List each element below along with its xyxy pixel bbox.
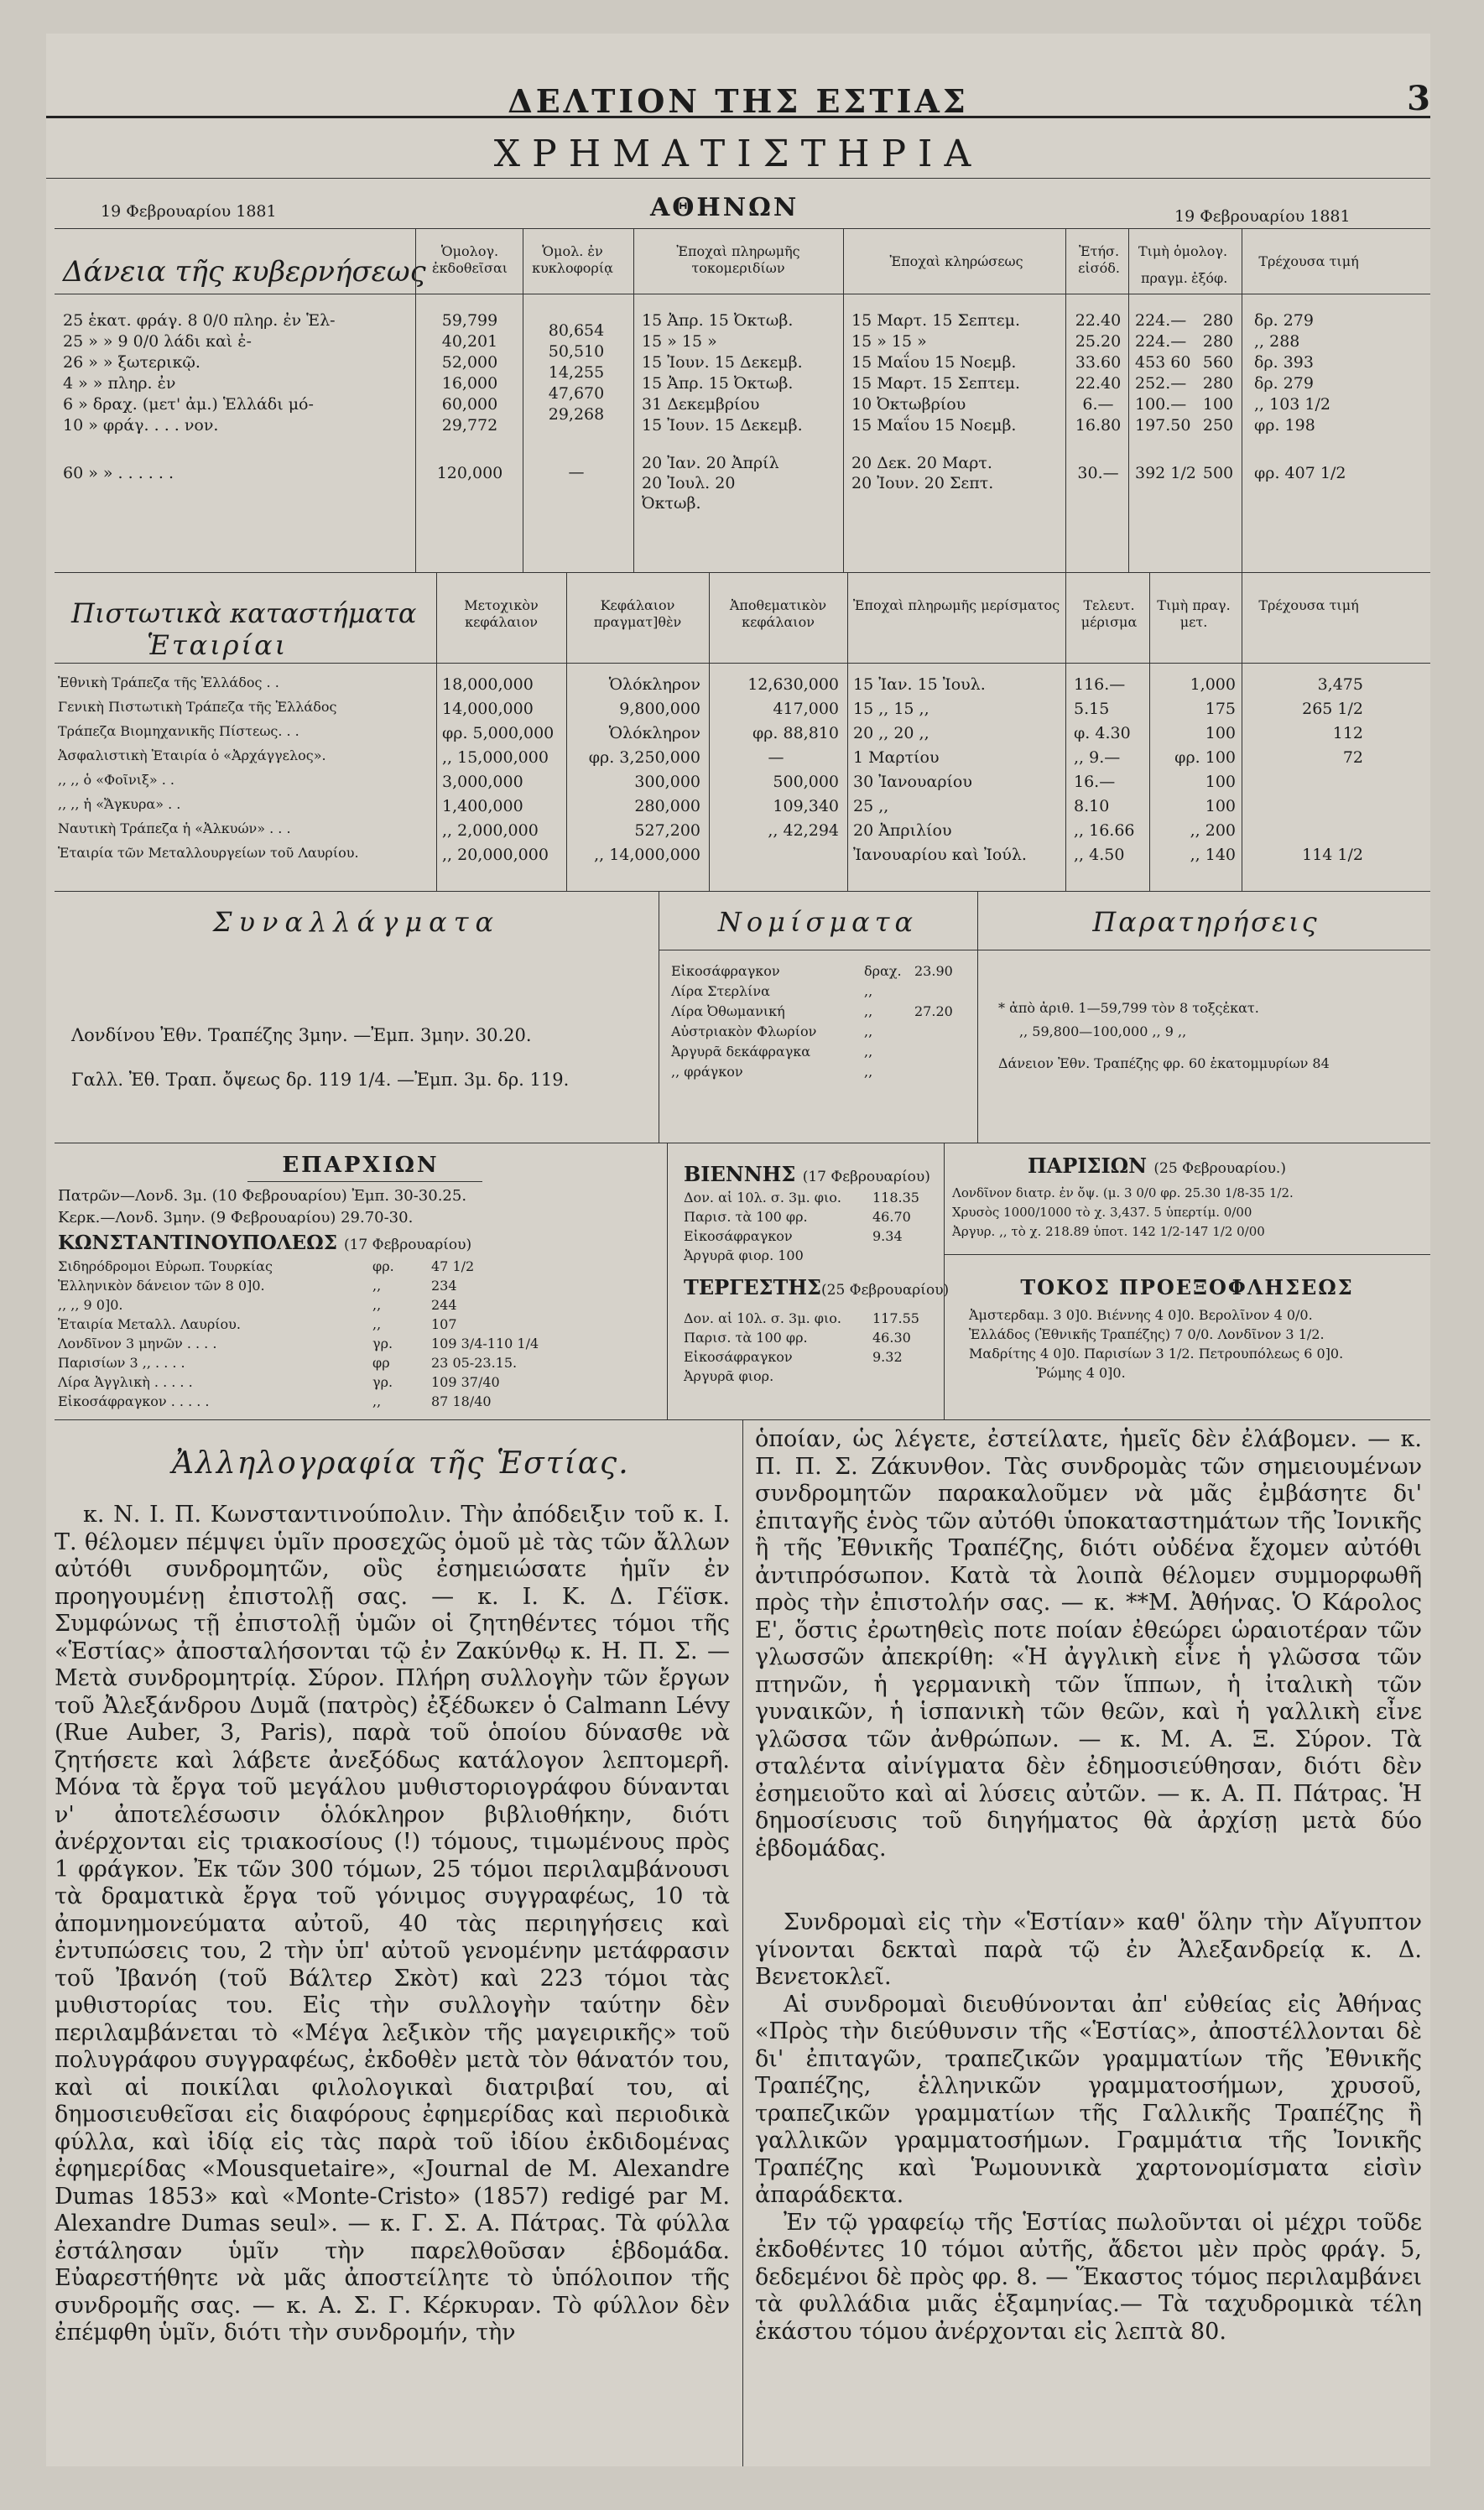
discount-line4: Ῥώμης 4 0]0. — [1036, 1365, 1126, 1381]
banks-header-price: Τρέχουσα τιμή — [1258, 597, 1359, 613]
loan-issued: 29,772 — [441, 416, 498, 435]
correspondence-right — [755, 1426, 1422, 2346]
bank-name: Ἑταιρία τῶν Μεταλλουργείων τοῦ Λαυρίου. — [58, 845, 359, 861]
discount-line3: Μαδρίτης 4 0]0. Παρισίων 3 1/2. Πετρουπόλεως 6 0]0. — [969, 1346, 1344, 1362]
loan-issued: 40,201 — [441, 332, 498, 351]
paris-line2: Χρυσὸς 1000/1000 τὸ χ. 3,437. 5 ὑπερτίμ. 0/00 — [952, 1205, 1252, 1220]
banks-paid-col — [570, 674, 700, 869]
bank-div: ,, 9.— — [1074, 748, 1121, 767]
quote-value: 234 — [431, 1278, 457, 1294]
bank-name: Τράπεζα Βιομηχανικῆς Πίστεως. . . — [58, 723, 299, 739]
quote-name: Λίρα Ἀγγλικὴ . . . . . — [58, 1374, 193, 1390]
loans-coupon-col — [642, 310, 843, 513]
coins-list — [671, 963, 973, 1084]
loan-redeem: 280 — [1202, 374, 1234, 393]
quote-name: Λονδῖνον 3 μηνῶν . . . . — [58, 1336, 217, 1351]
bank-reserve: 12,630,000 — [747, 675, 839, 694]
quote-name: Ἀργυρᾶ φιορ. 100 — [684, 1247, 804, 1263]
quote-unit: γρ. — [372, 1374, 393, 1390]
loans-header-circ: Ὁμολ. ἐν κυκλοφορίᾳ — [532, 243, 613, 276]
bank-price — [1246, 796, 1363, 820]
loans-title: Δάνεια τῆς κυβερνήσεως — [63, 255, 426, 289]
loan-price: δρ. 279 — [1254, 311, 1314, 330]
quote-value: 46.30 — [872, 1330, 911, 1346]
loan-income: 25.20 — [1075, 332, 1122, 351]
rule — [1065, 572, 1066, 891]
banks-price-col — [1246, 674, 1363, 869]
paris-title — [1028, 1153, 1286, 1178]
coin-name: Λίρα Στερλίνα — [671, 983, 770, 999]
newspaper-page — [46, 34, 1430, 2466]
loan-price: φρ. 198 — [1254, 416, 1315, 435]
quote-value: 46.70 — [872, 1209, 911, 1225]
quote-value: 9.32 — [872, 1349, 903, 1365]
loan-circ: 47,670 — [548, 384, 605, 403]
loan-issued: 16,000 — [441, 374, 498, 393]
loan-real: 453 60 — [1135, 353, 1191, 372]
paris-date: (25 Φεβρουαρίου.) — [1153, 1160, 1286, 1177]
quote-unit: ,, — [372, 1297, 382, 1313]
loan-draw: 15 Μαΐου 15 Νοεμβ. — [851, 416, 1017, 435]
quote-name: Ἑταιρία Μεταλλ. Λαυρίου. — [58, 1316, 241, 1332]
corfu-line: Κερκ.—Λονδ. 3μην. (9 Φεβρουαρίου) 29.70-30. — [58, 1209, 414, 1226]
loan-real: 392 1/2 — [1135, 464, 1196, 482]
loan-coupon: 31 Δεκεμβρίου — [642, 395, 760, 414]
bank-par: 1,000 — [1190, 675, 1236, 694]
banks-header-paid: Κεφάλαιον πραγματ]θὲν — [593, 597, 682, 630]
quote-name: Εἰκοσάφραγκον . . . . . — [58, 1393, 210, 1409]
bank-paid: ,, 14,000,000 — [594, 846, 700, 864]
loans-real-col — [1135, 310, 1194, 484]
loan-circ: 29,268 — [548, 405, 605, 424]
bank-capital: 3,000,000 — [442, 773, 523, 791]
subscriptions-terms: Αἱ συνδρομαὶ διευθύνονται ἀπ' εὐθείας εἰς Ἀθήνας «Πρὸς τὴν διεύθυνσιν τῆς «Ἑστίας», ἀποστέλλονται δὲ δι' ἐπιταγῶν, τραπεζικῶν γραμματίων τῆς Ἐθνικῆς Τραπέζης, ἑλληνικῶν γραμματοσήμων, χρυσοῦ, τραπεζικῶν γραμματίων τῆς Γαλλικῆς Τραπέζης ἢ γαλλικῶν γραμματοσήμων. Γραμμάτια τῆς Ἰονικῆς Τραπέζης καὶ Ῥωμουνικὰ χαρτονομίσματα εἰσὶν ἀπαράδεκτα. — [755, 1991, 1422, 2208]
city-title: ΑΘΗΝΩΝ — [650, 193, 799, 222]
loans-price-col — [1254, 310, 1372, 484]
exchange-line1: Λονδίνου Ἐθν. Τραπέζης 3μην. —Ἐμπ. 3μην. 30.20. — [71, 1025, 532, 1045]
notes-line2: ,, 59,800—100,000 ,, 9 ,, — [1019, 1023, 1187, 1039]
rule — [742, 1419, 743, 2466]
quote-unit: ,, — [372, 1393, 382, 1409]
loan-redeem: 560 — [1202, 353, 1234, 372]
loans-draw-col — [851, 310, 1061, 495]
provinces-title: ΕΠΑΡΧΙΩΝ — [282, 1153, 440, 1178]
quote-value: 9.34 — [872, 1228, 903, 1244]
loan-real: 197.50 — [1135, 416, 1191, 435]
rule — [667, 1143, 668, 1419]
loan-desc: 25 ἑκατ. φράγ. 8 0/0 πληρ. ἐν Ἑλ- — [63, 311, 336, 330]
bank-par: 100 — [1205, 773, 1236, 791]
quote-name: ,, ,, 9 0]0. — [58, 1297, 123, 1313]
bank-capital: ,, 20,000,000 — [442, 846, 549, 864]
paris-line1: Λονδῖνον διατρ. ἐν ὄψ. (μ. 3 0/0 φρ. 25.30 1/8-35 1/2. — [952, 1185, 1294, 1200]
rule — [709, 572, 710, 891]
rule — [55, 663, 1430, 664]
bank-name: ,, ,, ἡ «Ἄγκυρα» . . — [58, 796, 181, 812]
bank-paid: 9,800,000 — [619, 700, 700, 718]
quote-name: Σιδηρόδρομοι Εὐρωπ. Τουρκίας — [58, 1258, 273, 1274]
coin-unit: ,, — [864, 1023, 873, 1039]
quote-value: 23 05-23.15. — [431, 1355, 518, 1371]
bank-capital: 18,000,000 — [442, 675, 534, 694]
quote-name: Εἰκοσάφραγκον — [684, 1228, 793, 1244]
rule — [566, 572, 567, 891]
loan-draw: 20 Δεκ. 20 Μαρτ. 20 Ἰουν. 20 Σεπτ. — [851, 454, 994, 492]
loan-real: 224.— — [1135, 311, 1187, 330]
bank-div: 5.15 — [1074, 700, 1110, 718]
bank-div: φ. 4.30 — [1074, 724, 1131, 742]
coin-value: 23.90 — [914, 963, 953, 979]
trieste-date: (25 Φεβρουαρίου) — [821, 1282, 950, 1299]
bank-paid: 300,000 — [634, 773, 700, 791]
banks-name-col — [58, 674, 434, 869]
bank-name: Ἐθνικὴ Τράπεζα τῆς Ἑλλάδος . . — [58, 674, 279, 690]
bank-paid: 280,000 — [634, 797, 700, 815]
bank-reserve: 500,000 — [773, 773, 839, 791]
loan-draw: 10 Ὀκτωβρίου — [851, 395, 966, 414]
correspondence-title: Ἀλληλογραφία τῆς Ἑστίας. — [172, 1446, 630, 1481]
rule — [247, 1181, 482, 1182]
loan-income: 30.— — [1077, 464, 1119, 482]
vienna-name: ΒΙΕΝΝΗΣ — [684, 1162, 796, 1186]
bank-dates: 20 ,, 20 ,, — [853, 724, 929, 742]
bank-par: ,, 200 — [1190, 821, 1236, 840]
bank-div: 16.— — [1074, 773, 1116, 791]
coin-name: Εἰκοσάφραγκον — [671, 963, 780, 979]
loans-desc-col — [63, 310, 415, 484]
bank-par: φρ. 100 — [1174, 748, 1236, 767]
quote-name: Παρισ. τὰ 100 φρ. — [684, 1330, 808, 1346]
constantinople-name: ΚΩΝΣΤΑΝΤΙΝΟΥΠΟΛΕΩΣ — [58, 1232, 337, 1254]
correspondence-text-cont: ὁποίαν, ὡς λέγετε, ἐστείλατε, ἡμεῖς δὲν ἐλάβομεν. — κ. Π. Π. Σ. Ζάκυνθον. Τὰς συνδρομὰς τῶν σημειουμένων συνδρομητῶν παρακαλοῦμεν νὰ μᾶς ἐμβάσητε δι' ἐπιταγῆς ἑνὸς τῶν αὐτόθι ὑποκαταστημάτων τῆς Ἰονικῆς ἢ τῆς Ἐθνικῆς Τραπέζης, διότι οὐδένα ἔχομεν αὐτόθι ἀντιπρόσωπον. Κατὰ τὰ λοιπὰ θέλομεν συμμορφωθῆ πρὸς τὴν ἐπιστολήν σας. — κ. **Μ. Ἀθήνας. Ὁ Κάρολος Ε', ὅστις ἐρωτηθεὶς ποτε ποίαν ἐθεώρει ὡραιοτέραν τῶν γλωσσῶν ἀπεκρίθη: «Ἡ ἀγγλικὴ εἶνε ἡ γλῶσσα τῶν πτηνῶν, ἡ γερμανικὴ τῶν ἵππων, ἡ ἰταλικὴ τῶν γυναικῶν, ἡ ἱσπανικὴ τῶν θεῶν, καὶ ἡ γαλλικὴ εἶνε γλῶσσα τῶν ἀνθρώπων. — κ. Μ. Α. Ξ. Σύρον. Τὰ σταλέντα αἰνίγματα δὲν ἐδημοσιεύθησαν, διότι δὲν ἐσημειοῦτο καὶ αἱ λύσεις αὐτῶν. — κ. Α. Π. Πάτρας. Ἡ δημοσίευσις τοῦ διηγήματος θὰ ἀρχίσῃ μετὰ δύο ἑβδομάδας. — [755, 1426, 1422, 1862]
rule — [1065, 228, 1066, 572]
banks-div-col — [1074, 674, 1148, 869]
loan-redeem: 280 — [1202, 311, 1234, 330]
loan-desc: 4 » » πληρ. ἐν — [63, 374, 176, 393]
loan-draw: 15 Μαΐου 15 Νοεμβ. — [851, 353, 1017, 372]
bank-reserve: 417,000 — [773, 700, 839, 718]
loan-coupon: 15 Ἰουν. 15 Δεκεμβ. — [642, 416, 803, 435]
bank-dates: Ἰανουαρίου καὶ Ἰούλ. — [853, 846, 1027, 864]
quote-unit: φρ. — [372, 1258, 394, 1274]
rule — [415, 228, 416, 572]
loan-draw: 15 Μαρτ. 15 Σεπτεμ. — [851, 374, 1020, 393]
banks-subtitle: Ἑταιρίαι — [147, 629, 289, 661]
bank-div: 8.10 — [1074, 797, 1110, 815]
loan-redeem: 250 — [1202, 416, 1234, 435]
rule — [55, 572, 1430, 573]
coin-unit: ,, — [864, 1064, 873, 1080]
rule — [55, 891, 1430, 892]
quote-name: Ἑλληνικὸν δάνειον τῶν 8 0]0. — [58, 1278, 265, 1294]
loan-redeem: 280 — [1202, 332, 1234, 351]
coin-name: Λίρα Ὀθωμανική — [671, 1003, 785, 1019]
table-top-rule — [55, 228, 1430, 229]
loan-desc: 6 » δραχ. (μετ' ἀμ.) Ἑλλάδι μό- — [63, 395, 314, 414]
banks-header-capital: Μετοχικὸν κεφάλαιον — [464, 597, 539, 630]
loan-issued: 120,000 — [436, 464, 503, 482]
correspondence-text: κ. Ν. Ι. Π. Κωνσταντινούπολιν. Τὴν ἀπόδειξιν τοῦ κ. Ι. Τ. θέλομεν πέμψει ὑμῖν προσεχῶς ὁμοῦ μὲ τὰς τῶν ἄλλων αὐτόθι συνδρομητῶν, οὓς ἐσημειώσατε ἡμῖν ἐν προηγουμένῃ ἐπιστολῇ σας. — κ. Ι. Κ. Δ. Γέϊσκ. Συμφώνως τῇ ἐπιστολῇ ὑμῶν οἱ ζητηθέντες τόμοι τῆς «Ἑστίας» ἀποσταλήσονται τῷ ἐν Ζακύνθῳ κ. Η. Π. Σ. — Μετὰ συνδρομητρίᾳ. Σύρον. Πλήρη συλλογὴν τῶν ἔργων τοῦ Ἀλεξάνδρου Δυμᾶ (πατρὸς) ἐξέδωκεν ὁ Calmann Lévy (Rue Auber, 3, Paris), παρὰ τοῦ ὁποίου δύνασθε νὰ ζητήσετε καὶ λάβετε ἀνεξόδως κατάλογον λεπτομερῆ. Μόνα τὰ ἔργα τοῦ μεγάλου μυθιστοριογράφου δύνανται ν' ἀποτελέσωσιν ὁλόκληρον βιβλιοθήκην, διότι ἀνέρχονται εἰς τριακοσίους (!) τόμους, τιμωμένους πρὸς 1 φράγκον. Ἐκ τῶν 300 τόμων, 25 τόμοι περιλαμβάνουσι τὰ δραματικὰ ἔργα τοῦ γόνιμος συγγραφέως, 10 τὰ ἀπομνημονεύματα αὐτοῦ, 40 τὰς περιηγήσεις καὶ ἐντυπώσεις του, 2 τὴν ὑπ' αὐτοῦ γενομένην μετάφρασιν τοῦ Ἰβανόη (τοῦ Βάλτερ Σκὸτ) καὶ 223 τόμοι τὰς μυθιστορίας του. Εἰς τὴν συλλογὴν ταύτην δὲν περιλαμβάνεται τὸ «Μέγα λεξικὸν τῆς μαγειρικῆς» τοῦ πολυγράφου συγγραφέως, ἐκδοθὲν μετὰ τὸν θάνατόν του, καὶ αἱ ποικίλαι φιλολογικαὶ διατριβαί του, αἱ δημοσιευθεῖσαι εἰς διαφόρους ἐφημερίδας καὶ περιοδικὰ φύλλα, καὶ ἰδίᾳ εἰς τὰς παρὰ τοῦ ἰδίου ἐκδιδομένας ἐφημερίδας «Mousquetaire», «Journal de M. Alexandre Dumas 1853» καὶ «Monte-Cristo» (1857) redigé par M. Alexandre Dumas seul». — κ. Γ. Σ. Α. Πάτρας. Τὰ φύλλα ἐστάλησαν ὑμῖν τὴν παρελθοῦσαν ἑβδομάδα. Εὐαρεστήθητε νὰ μᾶς ἀποστείλητε τὸ ὑπόλοιπον τῆς συνδρομῆς σας. — κ. Α. Σ. Γ. Κέρκυραν. Τὸ φύλλον δὲν ἐπέμφθη ὑμῖν, διότι τὴν συνδρομήν, τὴν — [55, 1502, 730, 2346]
vienna-date: (17 Φεβρουαρίου) — [802, 1169, 930, 1185]
coin-unit: δραχ. — [864, 963, 902, 979]
loan-income: 16.80 — [1075, 416, 1122, 435]
loans-header-draw: Ἐποχαὶ κληρώσεως — [889, 253, 1023, 269]
loans-circ-col — [526, 320, 627, 483]
banks-dates-col — [853, 674, 1063, 869]
bank-price: 72 — [1342, 748, 1363, 767]
date-left: 19 Φεβρουαρίου 1881 — [101, 202, 277, 221]
loan-desc: 60 » » . . . . . . — [63, 464, 174, 482]
trieste-list — [684, 1310, 940, 1388]
quote-value: 109 37/40 — [431, 1374, 500, 1390]
journal-title: ΔΕΛΤΙΟΝ ΤΗΣ ΕΣΤΙΑΣ — [508, 82, 969, 120]
banks-header-par: Τιμὴ πραγ. μετ. — [1157, 597, 1231, 630]
banks-capital-col — [442, 674, 564, 869]
bank-paid: Ὁλόκληρον — [608, 724, 700, 742]
bank-paid: φρ. 3,250,000 — [588, 748, 700, 767]
loan-issued: 60,000 — [441, 395, 498, 414]
loans-header-price: Τιμὴ ὁμολογ. — [1138, 243, 1228, 259]
loan-coupon: 15 Ἀπρ. 15 Ὀκτωβ. — [642, 374, 794, 393]
loans-redeem-col — [1197, 310, 1239, 484]
section-title: ΧΡΗΜΑΤΙΣΤΗΡΙΑ — [493, 133, 983, 175]
rule — [1149, 572, 1150, 891]
loans-header-issued: Ὁμολογ. ἐκδοθεῖσαι — [431, 243, 508, 276]
bank-price: 265 1/2 — [1302, 700, 1363, 718]
bank-reserve: φρ. 88,810 — [752, 724, 839, 742]
quote-value: 107 — [431, 1316, 457, 1332]
loan-coupon: 20 Ἰαν. 20 Ἀπρίλ 20 Ἰουλ. 20 Ὀκτωβ. — [642, 454, 779, 513]
date-right: 19 Φεβρουαρίου 1881 — [1174, 207, 1351, 226]
loan-desc: 25 » » 9 0/0 λάδι καὶ ἐ- — [63, 332, 252, 351]
bank-dates: 25 ,, — [853, 797, 889, 815]
bank-price: 112 — [1332, 724, 1363, 742]
bank-price — [1246, 772, 1363, 796]
loan-issued: 59,799 — [441, 311, 498, 330]
constantinople-title — [58, 1232, 471, 1254]
bank-par: ,, 140 — [1190, 846, 1236, 864]
quote-value: 117.55 — [872, 1310, 919, 1326]
bank-price — [1246, 820, 1363, 845]
bank-dates: 15 ,, 15 ,, — [853, 700, 929, 718]
bank-paid: 527,200 — [634, 821, 700, 840]
bank-name: Ναυτικὴ Τράπεζα ἡ «Ἀλκυών» . . . — [58, 820, 291, 836]
quote-name: Δον. αἱ 10λ. σ. 3μ. φιο. — [684, 1310, 841, 1326]
rule — [944, 1254, 1430, 1255]
loan-real: 224.— — [1135, 332, 1187, 351]
section-rule — [46, 178, 1430, 179]
paris-line3: Ἀργυρ. ,, τὸ χ. 218.89 ὑποτ. 142 1/2-147 1/2 0/00 — [952, 1224, 1265, 1239]
bank-par: 175 — [1205, 700, 1236, 718]
banks-header-div: Τελευτ. μέρισμα — [1080, 597, 1138, 630]
coin-unit: ,, — [864, 983, 873, 999]
loan-circ: 14,255 — [548, 363, 605, 382]
exchange-title: Συναλλάγματα — [212, 906, 501, 938]
coin-name: Ἀργυρᾶ δεκάφραγκα — [671, 1044, 811, 1060]
quote-name: Εἰκοσάφραγκον — [684, 1349, 793, 1365]
paris-name: ΠΑΡΙΣΙΩΝ — [1028, 1153, 1148, 1178]
quote-name: Δον. αἱ 10λ. σ. 3μ. φιο. — [684, 1190, 841, 1206]
loan-price: δρ. 279 — [1254, 374, 1314, 393]
bank-paid: Ὁλόκληρον — [608, 675, 700, 694]
patras-line: Πατρῶν—Λονδ. 3μ. (10 Φεβρουαρίου) Ἐμπ. 30-30.25. — [58, 1187, 467, 1205]
loan-desc: 26 » » ξωτερικῷ. — [63, 353, 200, 372]
loan-coupon: 15 Ἰουν. 15 Δεκεμβ. — [642, 353, 803, 372]
loan-income: 33.60 — [1075, 353, 1122, 372]
loans-header-real: πραγμ. — [1141, 270, 1188, 286]
rule — [977, 891, 978, 1143]
bank-dates: 15 Ἰαν. 15 Ἰουλ. — [853, 675, 986, 694]
page-header — [46, 67, 1430, 134]
loan-income: 6.— — [1082, 395, 1114, 414]
exchange-line2: Γαλλ. Ἐθ. Τραπ. ὄψεως δρ. 119 1/4. —Ἐμπ. 3μ. δρ. 119. — [71, 1070, 570, 1090]
bank-price: 3,475 — [1317, 675, 1363, 694]
loan-price: φρ. 407 1/2 — [1254, 464, 1346, 482]
loans-header-coupon: Ἐποχαὶ πληρωμῆς τοκομεριδίων — [676, 243, 800, 276]
coin-unit: ,, — [864, 1003, 873, 1019]
loan-circ: 50,510 — [548, 342, 605, 361]
banks-reserve-col — [713, 674, 839, 869]
quote-unit: γρ. — [372, 1336, 393, 1351]
notes-title: Παρατηρήσεις — [1092, 906, 1320, 938]
loan-desc: 10 » φράγ. . . . νον. — [63, 416, 219, 435]
trieste-title — [684, 1275, 949, 1299]
notes-line3: Δάνειον Ἐθν. Τραπέζης φρ. 60 ἑκατομμυρίων 84 — [998, 1055, 1330, 1071]
loans-income-col — [1068, 310, 1128, 484]
loan-price: ,, 288 — [1254, 332, 1300, 351]
bank-price: 114 1/2 — [1302, 846, 1363, 864]
bank-div: ,, 16.66 — [1074, 821, 1135, 840]
bank-capital: ,, 15,000,000 — [442, 748, 549, 767]
bank-capital: 1,400,000 — [442, 797, 523, 815]
discount-title: ΤΟΚΟΣ ΠΡΟΕΞΟΦΛΗΣΕΩΣ — [1020, 1275, 1354, 1299]
quote-value: 109 3/4-110 1/4 — [431, 1336, 539, 1351]
loan-draw: 15 Μαρτ. 15 Σεπτεμ. — [851, 311, 1020, 330]
banks-title: Πιστωτικὰ καταστήματα — [71, 597, 417, 629]
bank-name: Ἀσφαλιστικὴ Ἑταιρία ὁ «Ἀρχάγγελος». — [58, 747, 326, 763]
loan-price: δρ. 393 — [1254, 353, 1314, 372]
bank-reserve: — — [768, 748, 784, 767]
coin-value: 27.20 — [914, 1003, 953, 1019]
bank-name: Γενικὴ Πιστωτικὴ Τράπεζα τῆς Ἑλλάδος — [58, 699, 337, 715]
banks-header-dates: Ἐποχαὶ πληρωμῆς μερίσματος — [852, 597, 1060, 613]
bank-name: ,, ,, ὁ «Φοῖνιξ» . . — [58, 772, 174, 788]
coin-unit: ,, — [864, 1044, 873, 1060]
rule — [633, 228, 634, 572]
bank-reserve: ,, 42,294 — [768, 821, 839, 840]
quote-name: Παρισίων 3 ,, . . . . — [58, 1355, 185, 1371]
loan-income: 22.40 — [1075, 311, 1122, 330]
bank-par: 100 — [1205, 797, 1236, 815]
page-number: 3 — [1407, 79, 1430, 118]
vienna-list — [684, 1190, 940, 1267]
loan-price: ,, 103 1/2 — [1254, 395, 1331, 414]
loan-coupon: 15 » 15 » — [642, 332, 717, 351]
quote-value: 47 1/2 — [431, 1258, 475, 1274]
quote-value: 244 — [431, 1297, 457, 1313]
loans-header-redeem: ἐξόφ. — [1191, 270, 1228, 286]
bank-capital: ,, 2,000,000 — [442, 821, 539, 840]
loan-circ: 80,654 — [548, 321, 605, 340]
loan-circ: — — [568, 463, 585, 482]
loans-header-current: Τρέχουσα τιμή — [1258, 253, 1359, 269]
vienna-title — [684, 1162, 930, 1186]
coins-title: Νομίσματα — [717, 906, 919, 938]
rule — [843, 228, 844, 572]
discount-line1: Ἀμστερδαμ. 3 0]0. Βιέννης 4 0]0. Βερολῖνον 4 0/0. — [969, 1307, 1313, 1323]
bank-dates: 1 Μαρτίου — [853, 748, 940, 767]
subscriptions-egypt: Συνδρομαὶ εἰς τὴν «Ἑστίαν» καθ' ὅλην τὴν Αἴγυπτον γίνονται δεκταὶ παρὰ τῷ ἐν Ἀλεξανδρείᾳ κ. Δ. Βενετοκλεῖ. — [755, 1909, 1422, 1990]
bank-div: 116.— — [1074, 675, 1126, 694]
bank-dates: 20 Ἀπριλίου — [853, 821, 952, 840]
bank-reserve — [713, 845, 839, 869]
constantinople-date: (17 Φεβρουαρίου) — [343, 1237, 472, 1253]
bank-reserve: 109,340 — [773, 797, 839, 815]
quote-value: 87 18/40 — [431, 1393, 492, 1409]
volumes-for-sale: Ἐν τῷ γραφείῳ τῆς Ἑστίας πωλοῦνται οἱ μέχρι τοῦδε ἐκδοθέντες 10 τόμοι αὐτῆς, ἄδετοι μὲν πρὸς φράγ. 5, δεδεμένοι δὲ πρὸς φρ. 8. — Ἕκαστος τόμος περιλαμβάνει τὰ φυλλάδια μιᾶς ἑξαμηνίας.— Τὰ ταχυδρομικὰ τέλη ἑκάστου τόμου ἀνέρχονται εἰς λεπτὰ 80. — [755, 2209, 1422, 2345]
bank-div: ,, 4.50 — [1074, 846, 1125, 864]
discount-line2: Ἑλλάδος (Ἐθνικῆς Τραπέζης) 7 0/0. Λονδῖνον 3 1/2. — [969, 1326, 1325, 1342]
quote-unit: ,, — [372, 1278, 382, 1294]
loan-income: 22.40 — [1075, 374, 1122, 393]
loan-real: 252.— — [1135, 374, 1187, 393]
banks-header-reserve: Ἀποθεματικὸν κεφάλαιον — [729, 597, 827, 630]
loan-issued: 52,000 — [441, 353, 498, 372]
quote-name: Ἀργυρᾶ φιορ. — [684, 1368, 774, 1384]
banks-par-col — [1152, 674, 1236, 869]
bank-capital: 14,000,000 — [442, 700, 534, 718]
loan-redeem: 100 — [1202, 395, 1234, 414]
constantinople-list — [58, 1258, 662, 1413]
quote-value: 118.35 — [872, 1190, 919, 1206]
quote-name: Παρισ. τὰ 100 φρ. — [684, 1209, 808, 1225]
bank-dates: 30 Ἰανουαρίου — [853, 773, 972, 791]
notes-line1: * ἀπὸ ἀριθ. 1—59,799 τὸν 8 τοξςἑκατ. — [998, 1000, 1259, 1016]
loans-header-income: Ἐτήσ. εἰσόδ. — [1078, 243, 1120, 276]
coin-name: Αὐστριακὸν Φλωρίον — [671, 1023, 817, 1039]
trieste-name: ΤΕΡΓΕΣΤΗΣ — [684, 1275, 822, 1299]
loan-real: 100.— — [1135, 395, 1187, 414]
rule — [436, 572, 437, 891]
correspondence-left — [55, 1502, 730, 2347]
quote-unit: ,, — [372, 1316, 382, 1332]
loan-draw: 15 » 15 » — [851, 332, 927, 351]
rule — [847, 572, 848, 891]
coin-name: ,, φράγκον — [671, 1064, 743, 1080]
rule — [1128, 228, 1129, 572]
loans-issued-col — [419, 310, 520, 484]
loan-coupon: 15 Ἀπρ. 15 Ὀκτωβ. — [642, 311, 794, 330]
loan-redeem: 500 — [1202, 464, 1234, 482]
quote-unit: φρ — [372, 1355, 390, 1371]
bank-capital: φρ. 5,000,000 — [442, 724, 555, 742]
bank-par: 100 — [1205, 724, 1236, 742]
header-rule — [46, 116, 1430, 118]
